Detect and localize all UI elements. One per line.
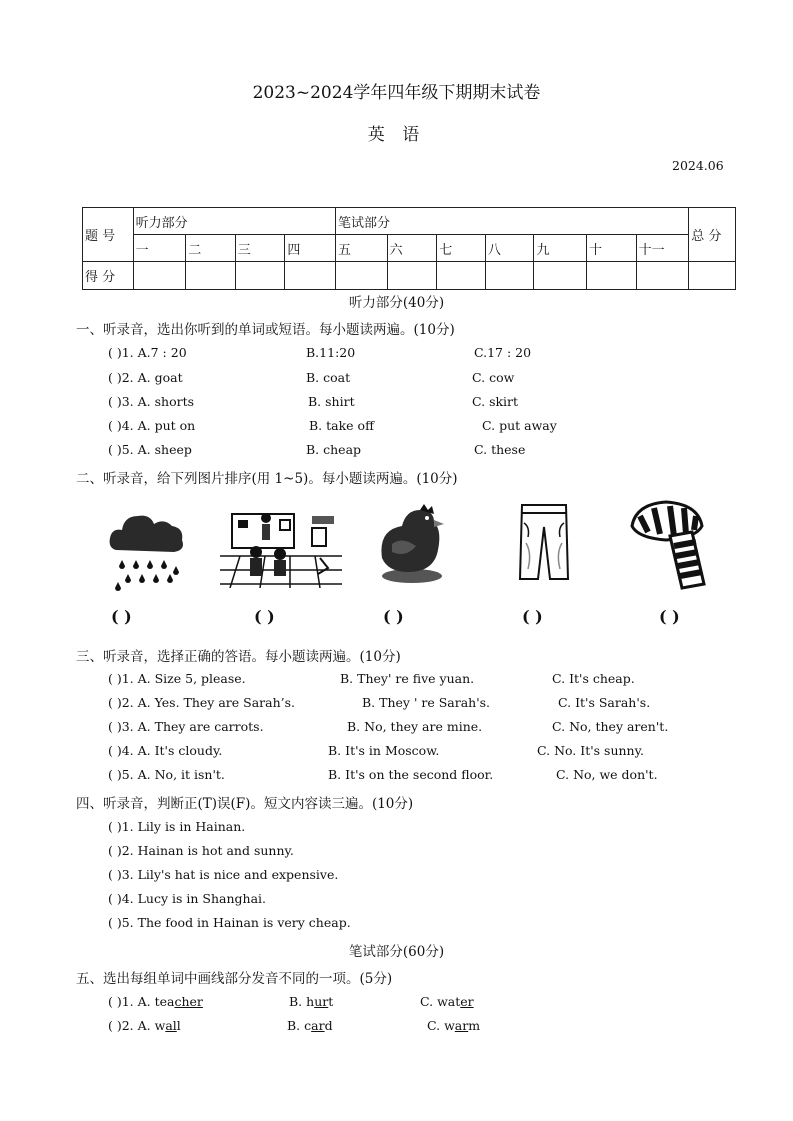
listening-header: 听力部分 [133, 208, 335, 235]
question-text: ( )1. A.7 : 20 [108, 345, 187, 360]
option-b: B.11:20 [306, 345, 356, 360]
option-b: B. cheap [306, 442, 362, 457]
option-c: C. skirt [472, 394, 519, 409]
total-score-cell[interactable] [689, 262, 736, 290]
picture-answer-blank[interactable]: ( ) [111, 607, 132, 626]
col-number: 三 [235, 235, 285, 262]
listening-section-title: 听力部分(40分) [348, 295, 445, 311]
col-number: 二 [186, 235, 236, 262]
question-text: ( )3. A. shorts [108, 394, 195, 409]
question-text: ( )2. A. wall [108, 1018, 181, 1033]
option-b: B. coat [306, 370, 351, 385]
page-title: 2023~2024学年四年级下期期末试卷 [252, 83, 541, 103]
question-text: ( )5. A. sheep [108, 442, 192, 457]
option-b: B. take off [309, 418, 374, 433]
question-text: ( )4. Lucy is in Shanghai. [108, 891, 267, 906]
picture-answer-blank[interactable]: ( ) [383, 607, 404, 626]
question-text: ( )5. The food in Hainan is very cheap. [108, 915, 351, 930]
underlined-letters: al [165, 1018, 177, 1033]
exam-date: 2024.06 [672, 158, 724, 173]
section-5-heading: 五、选出每组单词中画线部分发音不同的一项。(5分) [76, 971, 393, 987]
option-b: B. It's on the second floor. [328, 767, 494, 782]
option-c: C. It's cheap. [552, 671, 635, 686]
option-c: C. water [420, 994, 474, 1009]
option-c: C. cow [472, 370, 515, 385]
score-input-cell[interactable] [133, 262, 186, 290]
question-text: ( )3. Lily's hat is nice and expensive. [108, 867, 339, 882]
option-b: B. They ' re Sarah's. [362, 695, 491, 710]
col-number: 十一 [636, 235, 689, 262]
rain-cloud-icon [106, 508, 188, 594]
option-b: B. No, they are mine. [347, 719, 483, 734]
option-c: C. put away [482, 418, 557, 433]
section-4-heading: 四、听录音，判断正(T)误(F)。短文内容读三遍。(10分) [76, 796, 414, 812]
question-text: ( )1. A. Size 5, please. [108, 671, 246, 686]
score-input-cell[interactable] [534, 262, 587, 290]
col-number: 五 [336, 235, 388, 262]
col-number: 七 [437, 235, 486, 262]
hen-icon [372, 500, 452, 586]
underlined-letters: ar [454, 1018, 469, 1033]
option-c: C. No, they aren't. [552, 719, 669, 734]
classroom-icon [220, 508, 342, 588]
question-text: ( )4. A. put on [108, 418, 196, 433]
option-c: C. No, we don't. [556, 767, 658, 782]
score-input-cell[interactable] [235, 262, 285, 290]
option-c: C.17 : 20 [474, 345, 532, 360]
label-question-number: 题 号 [83, 208, 134, 262]
picture-answer-blank[interactable]: ( ) [659, 607, 680, 626]
underlined-letters: er [460, 994, 474, 1009]
col-number: 一 [133, 235, 186, 262]
total-header: 总 分 [689, 208, 736, 262]
question-text: ( )2. A. Yes. They are Sarah’s. [108, 695, 295, 710]
score-input-cell[interactable] [336, 262, 388, 290]
question-text: ( )3. A. They are carrots. [108, 719, 264, 734]
col-number: 四 [285, 235, 336, 262]
section-1-heading: 一、听录音，选出你听到的单词或短语。每小题读两遍。(10分) [76, 322, 455, 338]
label-score: 得 分 [83, 262, 134, 290]
option-c: C. warm [427, 1018, 481, 1033]
option-b: B. They' re five yuan. [340, 671, 475, 686]
section-3-heading: 三、听录音，选择正确的答语。每小题读两遍。(10分) [76, 649, 401, 665]
col-number: 十 [587, 235, 637, 262]
option-b: B. It's in Moscow. [328, 743, 440, 758]
question-text: ( )2. Hainan is hot and sunny. [108, 843, 294, 858]
score-input-cell[interactable] [186, 262, 236, 290]
scarf-icon [626, 498, 708, 590]
question-text: ( )1. Lily is in Hainan. [108, 819, 246, 834]
option-c: C. No. It's sunny. [537, 743, 644, 758]
pants-icon [516, 503, 572, 581]
score-input-cell[interactable] [587, 262, 637, 290]
underlined-letters: cher [174, 994, 203, 1009]
score-input-cell[interactable] [636, 262, 689, 290]
subject-title: 英 语 [367, 125, 426, 145]
col-number: 八 [485, 235, 534, 262]
picture-answer-blank[interactable]: ( ) [254, 607, 275, 626]
writing-header: 笔试部分 [336, 208, 689, 235]
question-text: ( )2. A. goat [108, 370, 183, 385]
question-text: ( )4. A. It's cloudy. [108, 743, 223, 758]
option-c: C. these [474, 442, 526, 457]
option-b: B. hurt [289, 994, 334, 1009]
writing-section-title: 笔试部分(60分) [348, 944, 445, 960]
score-input-cell[interactable] [285, 262, 336, 290]
question-text: ( )5. A. No, it isn't. [108, 767, 225, 782]
col-number: 六 [387, 235, 437, 262]
option-b: B. card [287, 1018, 333, 1033]
question-text: ( )1. A. teacher [108, 994, 203, 1009]
score-input-cell[interactable] [387, 262, 437, 290]
option-b: B. shirt [308, 394, 355, 409]
score-input-cell[interactable] [437, 262, 486, 290]
col-number: 九 [534, 235, 587, 262]
score-input-cell[interactable] [485, 262, 534, 290]
score-table [82, 207, 736, 290]
underlined-letters: ur [314, 994, 329, 1009]
option-c: C. It's Sarah's. [558, 695, 651, 710]
underlined-letters: ar [311, 1018, 325, 1033]
section-2-heading: 二、听录音，给下列图片排序(用 1~5)。每小题读两遍。(10分) [76, 471, 458, 487]
picture-answer-blank[interactable]: ( ) [522, 607, 543, 626]
